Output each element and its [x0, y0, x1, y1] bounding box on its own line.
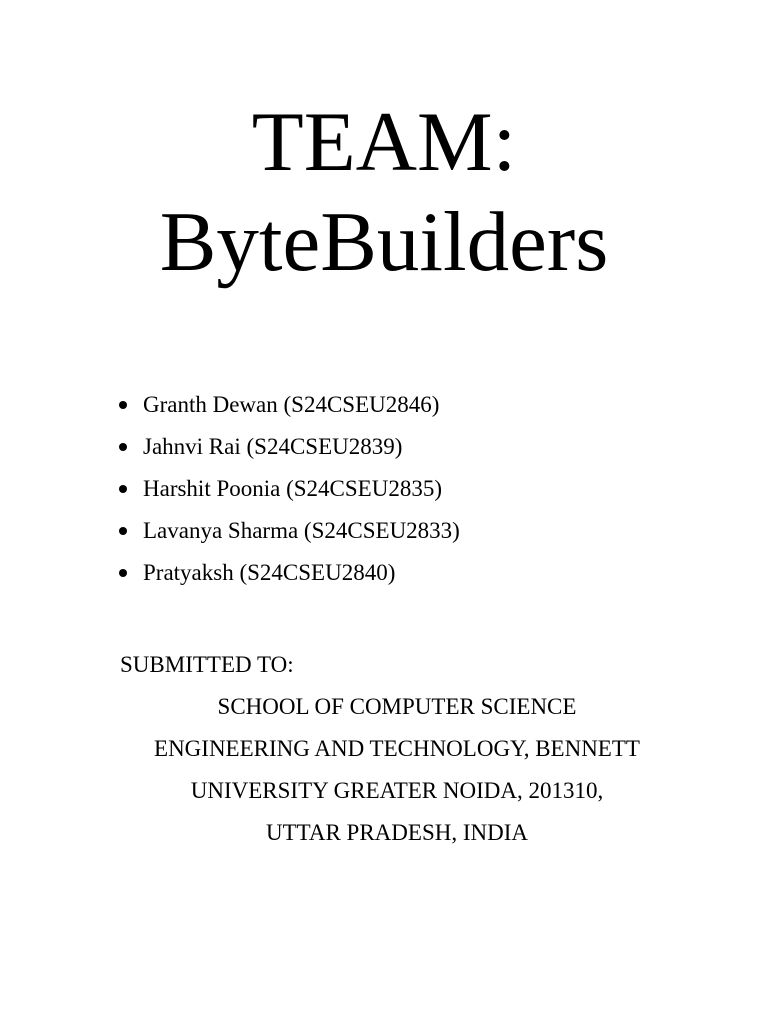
team-title-line-2: ByteBuilders	[159, 195, 609, 289]
team-title-line-1: TEAM:	[251, 95, 517, 189]
bullet-icon	[119, 443, 127, 451]
address-line: UTTAR PRADESH, INDIA	[265, 820, 529, 845]
address-line: UNIVERSITY GREATER NOIDA, 201310,	[190, 778, 604, 803]
list-item	[116, 510, 460, 552]
list-item	[116, 384, 460, 426]
member-name: Lavanya Sharma (S24CSEU2833)	[143, 518, 460, 543]
submitted-to-label: SUBMITTED TO:	[120, 652, 294, 677]
list-item	[116, 552, 460, 594]
address-line: SCHOOL OF COMPUTER SCIENCE	[217, 694, 577, 719]
team-title	[0, 92, 768, 292]
member-name: Granth Dewan (S24CSEU2846)	[143, 392, 440, 417]
member-name: Jahnvi Rai (S24CSEU2839)	[143, 434, 403, 459]
bullet-icon	[119, 527, 127, 535]
list-item	[116, 468, 460, 510]
member-name: Pratyaksh (S24CSEU2840)	[143, 560, 396, 585]
list-item	[116, 426, 460, 468]
bullet-icon	[119, 569, 127, 577]
institution-address	[110, 686, 684, 854]
bullet-icon	[119, 401, 127, 409]
bullet-icon	[119, 485, 127, 493]
member-name: Harshit Poonia (S24CSEU2835)	[143, 476, 442, 501]
member-list	[116, 384, 460, 594]
address-line: ENGINEERING AND TECHNOLOGY, BENNETT	[154, 736, 640, 761]
